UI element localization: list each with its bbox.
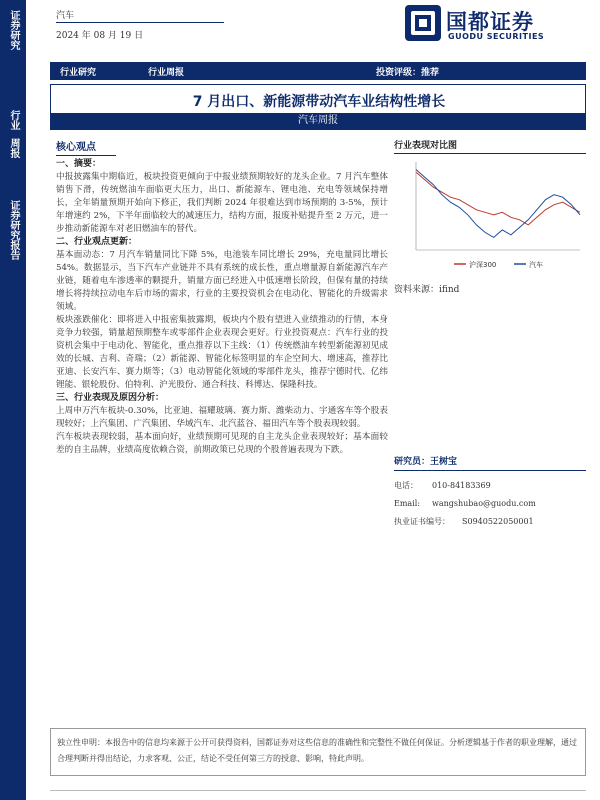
series-line-1 [416,170,580,238]
analyst-phone: 010-84183369 [432,481,491,490]
company-logo [404,4,584,44]
category-band [50,62,586,80]
core-views [56,138,388,457]
section-performance-text-2: 汽车板块表现较弱，基本面向好，业绩预期可见现的自主龙头企业表现较好；基本面较差的自主品牌，业绩高度依赖合资，前期政策已兑现的个股普遍表现为下跌。 [56,432,388,455]
side-label-weekly: 周报 [8,138,19,158]
cert-label: 执业证书编号： [394,517,450,526]
legend-label-0: 沪深300 [469,261,497,269]
analyst-info [394,454,586,531]
email-label: Email: [394,499,421,508]
footer-rule [50,790,586,791]
analyst-phone-row [394,477,586,495]
side-band [0,0,26,800]
chart-title: 行业表现对比图 [394,138,586,154]
series-line-0 [416,172,580,225]
logo-text-cn: 国都证券 [446,10,534,34]
report-date: 2024 年 08 月 19 日 [56,31,144,41]
section-summary-heading: 一、摘要： [56,159,102,169]
band-rating: 投资评级：推荐 [376,68,440,78]
logo-text-en: GUODU SECURITIES [448,32,545,41]
analyst-cert: S0940522050001 [462,517,534,526]
section-performance-text-1: 上周申万汽车板块-0.30%，比亚迪、福耀玻璃、赛力斯、潍柴动力、宇通客车等个股表现较好；上汽集团、广汽集团、华域汽车、北汽蓝谷、福田汽车等个股表现较弱。 [56,406,388,429]
core-heading: 核心观点 [56,138,116,156]
industry-label: 汽车 [56,11,75,21]
section-update-text-2: 板块涨跌催化：即将进入中报密集披露期，板块内个股有望进入业绩推动的行情，本身竞争力较强，销量超预期整车或零部件企业表现会更好。行业投资观点：汽车行业的投资机会集中于电动化、智能化，重点推荐以下主线：（1）传统燃油车转型新能源初见成效的长城、吉利、奇瑞；（2）新能源、智能化标签明显的车企空间大、增速高，推荐比亚迪、长安汽车、赛力斯等；（3）电动智能化领域的零部件龙头，推荐宁德时代、亿纬锂能、银轮股份、伯特利、沪光股份、通合科技、科博达、保隆科技。 [56,315,388,390]
band-industry-weekly: 行业周报 [148,68,185,78]
report-subtitle: 汽车周报 [51,113,585,129]
phone-label: 电话： [394,481,418,490]
report-title: 7 月出口、新能源带动汽车业结构性增长 [192,94,446,110]
analyst-cert-row [394,513,586,531]
chart-panel [394,138,586,295]
chart-source: 资料来源：ifind [394,285,460,295]
band-industry-research: 行业研究 [60,68,97,78]
disclaimer-box [50,728,586,776]
section-summary-text: 中报披露集中期临近，板块投资更倾向于中报业绩预期较好的龙头企业。7 月汽车整体销售下滑，传统燃油车面临更大压力，出口、新能源车、锂电池、充电等领域保持增长，全年销量预期开始向下修正，我们判断 2024 年很难达到市场预期的 3-5%，预计年增速约 2%，下半年面临较大的减速压力，结构方面，报废补贴提升至 2 万元，进一步推动新能源车对老旧燃油车的替代。 [56,172,388,234]
side-label-industry: 行业 [8,110,19,130]
side-label-research: 证券研究 [8,10,19,50]
legend-label-1: 汽车 [529,261,543,269]
disclaimer-text: 独立性申明：本报告中的信息均来源于公开可获得资料，国都证券对这些信息的准确性和完整性不做任何保证。分析逻辑基于作者的职业理解，通过合理判断并得出结论，力求客观、公正，结论不受任何第三方的授意、影响，特此声明。 [57,738,577,763]
analyst-name: 研究员：王树宝 [394,454,586,471]
performance-chart [394,154,586,274]
logo-mark-icon [404,4,442,42]
analyst-email-row [394,495,586,513]
title-box [50,84,586,130]
section-performance-heading: 三、行业表现及原因分析： [56,393,165,403]
section-update-heading: 二、行业观点更新： [56,237,138,247]
header-rule [56,22,224,23]
analyst-email[interactable]: wangshubao@guodu.com [432,499,536,508]
side-label-report: 证券研究报告 [8,200,19,260]
section-update-text-1: 基本面动态：7 月汽车销量同比下降 5%，电池装车同比增长 29%，充电量同比增长 54%。数据显示，当下汽车产业链并不具有系统的成长性，重点增量源自新能源汽车产业链，随着电车渗透率的颗提升，销量方面已经进入中低速增长阶段，但保有量的持续增长将持续拉动电车后市场的需求，行业的主要投资机会在电动化、智能化的升级需求领域。 [56,250,388,312]
